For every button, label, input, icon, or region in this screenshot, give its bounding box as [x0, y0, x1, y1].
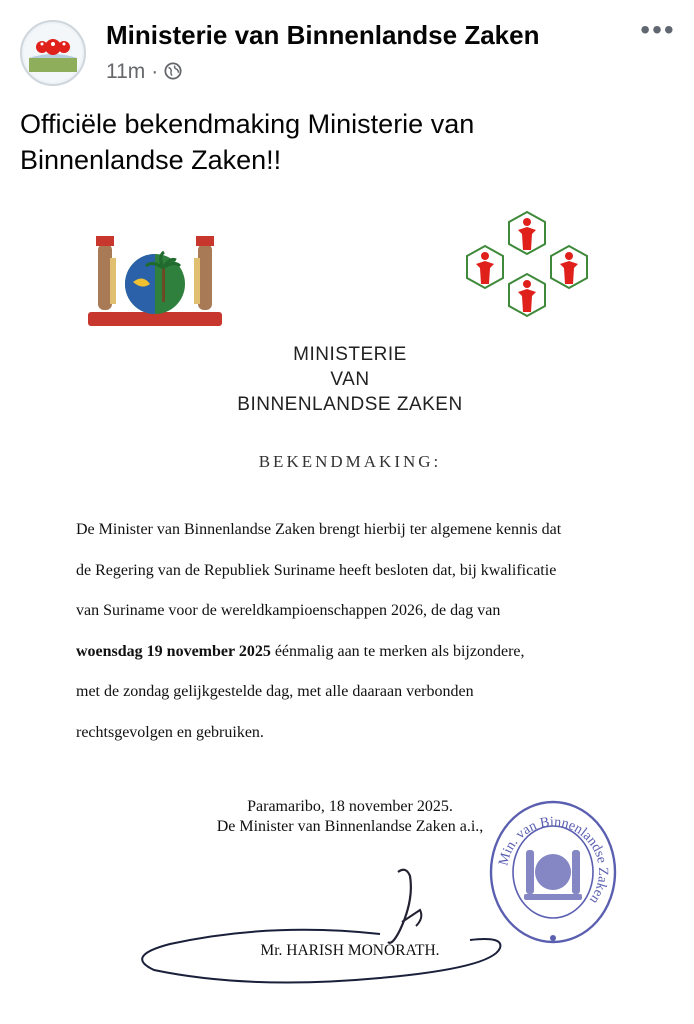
body-line: rechtsgevolgen en gebruiken.	[76, 723, 264, 741]
signatory-name: Mr. HARISH MONORATH.	[260, 942, 440, 959]
body-line: De Minister van Binnenlandse Zaken brengt hierbij ter algemene kennis dat	[76, 521, 562, 538]
post-header	[0, 0, 694, 100]
stamp-text: Min. van Binnenlandse Zaken	[496, 814, 611, 907]
avatar-logo-icon	[22, 22, 84, 84]
body-line: met de zondag gelijkgestelde dag, met alle daaraan verbonden	[76, 683, 474, 701]
page-avatar[interactable]	[20, 20, 86, 86]
body-line	[76, 632, 636, 673]
document-subheading: BEKENDMAKING:	[258, 452, 442, 471]
body-line: van Suriname voor de wereldkampioenschappen 2026, de dag van	[76, 602, 501, 620]
globe-icon[interactable]	[164, 62, 182, 80]
place-date: Paramaribo, 18 november 2025.	[247, 798, 453, 815]
holiday-date: woensdag 19 november 2025	[76, 642, 271, 660]
body-line-rest: éénmalig aan te merken als bijzondere,	[270, 642, 525, 660]
announcement-body	[76, 510, 636, 754]
post-meta	[106, 60, 182, 84]
coat-of-arms-icon	[88, 230, 222, 334]
heading-line: MINISTERIE	[293, 344, 407, 365]
minister-title: De Minister van Binnenlandse Zaken a.i.,	[216, 818, 484, 835]
post-text: Officiële bekendmaking Ministerie van Binnenlandse Zaken!!	[20, 109, 475, 175]
more-options-icon: •••	[640, 14, 676, 45]
post-time[interactable]: 11m	[106, 60, 146, 83]
more-options-button[interactable]	[636, 14, 680, 48]
signature-icon	[130, 852, 530, 992]
heading-line: BINNENLANDSE ZAKEN	[237, 394, 463, 415]
page-name-link[interactable]: Ministerie van Binnenlandse Zaken	[106, 20, 540, 50]
ministry-logo-icon	[460, 208, 594, 342]
meta-separator: ·	[151, 60, 159, 83]
body-line: de Regering van de Republiek Suriname heeft besloten dat, bij kwalificatie	[76, 561, 557, 579]
document-heading	[200, 342, 500, 417]
announcement-document	[0, 200, 694, 1024]
heading-line: VAN	[330, 369, 370, 390]
official-stamp-icon	[488, 798, 618, 946]
